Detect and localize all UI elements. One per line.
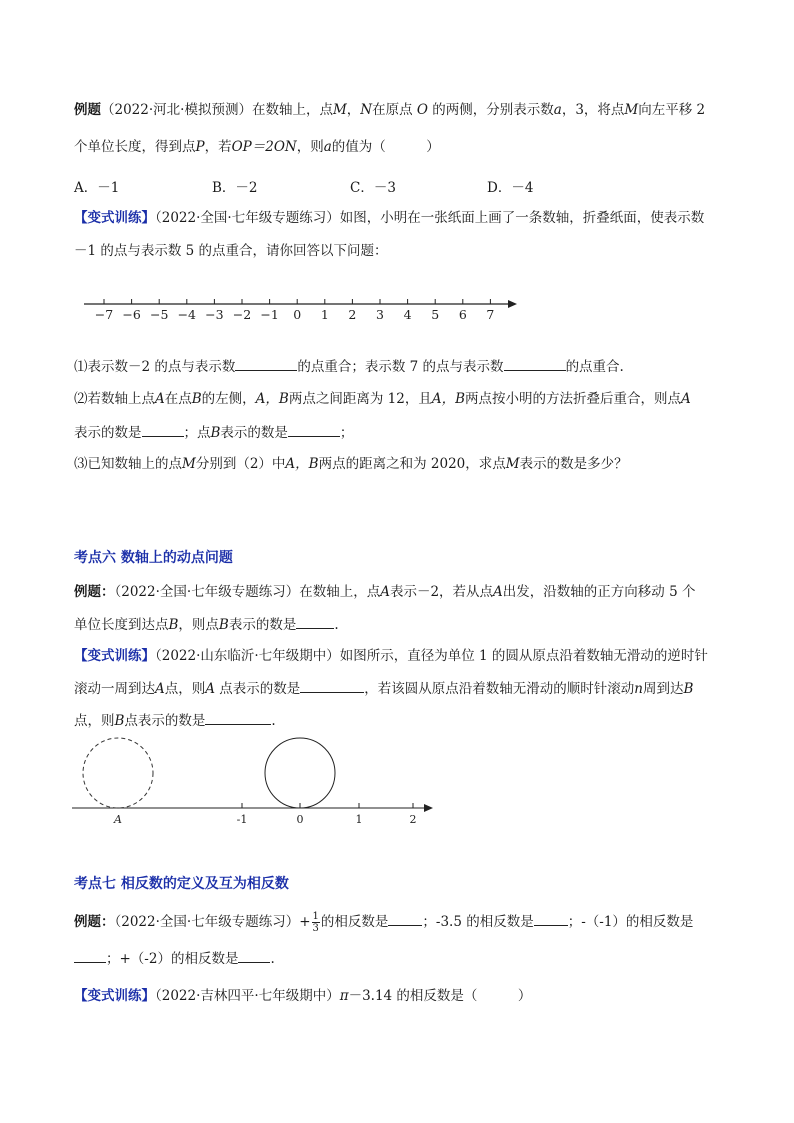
axis-tick-label: -1	[236, 813, 248, 826]
axis-tick-label: −1	[260, 307, 279, 322]
sec6-var-line1: 【变式训练】（2022·山东临沂·七年级期中）如图所示，直径为单位 1 的圆从原点沿着数轴无滑动的逆时针	[74, 648, 708, 664]
point-a-label: A	[114, 813, 122, 826]
axis-tick-label: −7	[94, 307, 114, 322]
sec6-var-label: 【变式训练】	[74, 648, 155, 664]
ex1-option-a: A．－1	[74, 180, 120, 196]
answer-blank	[142, 422, 184, 437]
answer-blank	[205, 710, 271, 725]
axis-tick-label: −6	[122, 307, 141, 322]
ex1-line1: 例题（2022·河北·模拟预测）在数轴上，点M，N在原点 O 的两侧，分别表示数a，3，将点M向左平移 2	[74, 102, 706, 118]
var1-q2-line2: 表示的数是 ；点B表示的数是 ；	[74, 422, 353, 443]
axis-tick-label: −4	[177, 307, 197, 322]
var1-q2-line1: ⑵若数轴上点A在点B的左侧，A，B两点之间距离为 12，且A，B两点按小明的方法折叠后重合，则点A	[74, 391, 691, 407]
answer-blank	[288, 422, 340, 437]
axis-tick-label: 4	[403, 307, 412, 322]
axis-tick-label: 0	[296, 813, 304, 826]
axis-tick-label: 6	[458, 307, 467, 322]
sec6-ex-label: 例题：	[74, 584, 115, 600]
number-line-1	[84, 299, 517, 322]
axis-tick-label: 1	[320, 307, 329, 322]
axis-tick-label: −3	[205, 307, 224, 322]
answer-blank	[296, 614, 334, 629]
sec7-ex-line2: ；+（-2）的相反数是 .	[74, 948, 275, 969]
sec6-var-line3: 点，则B点表示的数是 .	[74, 710, 276, 731]
section-7-title: 考点七 相反数的定义及互为相反数	[74, 876, 289, 892]
axis-tick-label: 5	[431, 307, 440, 322]
answer-blank	[388, 911, 422, 926]
answer-blank	[534, 911, 568, 926]
ex1-label: 例题	[74, 102, 101, 118]
var1-q1: ⑴表示数－2 的点与表示数 的点重合；表示数 7 的点与表示数 的点重合.	[74, 356, 624, 377]
axis-tick-label: 3	[376, 307, 384, 322]
ex1-option-c: C．－3	[350, 180, 396, 196]
answer-blank	[74, 948, 106, 963]
axis-tick-label: 2	[348, 307, 357, 322]
axis-tick-label: −2	[232, 307, 252, 322]
sec7-ex-line1: 例题：（2022·全国·七年级专题练习）+ $\frac{1}{3}$ 的相反数是 ；-3.5 的相反数是 ；-（-1）的相反数是	[74, 911, 694, 934]
axis-tick-label: 1	[355, 813, 363, 826]
sec7-var-line: 【变式训练】（2022·吉林四平·七年级期中）π－3.14 的相反数是（ ）	[74, 988, 532, 1004]
sec7-var-label: 【变式训练】	[74, 988, 155, 1004]
var1-q3: ⑶已知数轴上的点M分别到（2）中A，B两点的距离之和为 2020，求点M表示的数是多少？	[74, 456, 628, 472]
solid-circle	[265, 738, 335, 808]
ex1-option-d: D．－4	[487, 180, 534, 196]
axis-tick-label: 0	[293, 307, 302, 322]
answer-blank	[238, 948, 270, 963]
answer-blank	[504, 356, 566, 371]
axis-arrow	[508, 300, 517, 308]
answer-blank	[235, 356, 297, 371]
sec6-var-line2: 滚动一周到达A点，则A 点表示的数是 ，若该圆从原点沿着数轴无滑动的顺时针滚动n周到达B	[74, 678, 693, 699]
axis-tick-label: 2	[409, 813, 417, 826]
var1-label: 【变式训练】	[74, 210, 155, 226]
axis-tick-label: −5	[149, 307, 169, 322]
sec6-ex-line2: 单位长度到达点B，则点B表示的数是 .	[74, 614, 339, 635]
dashed-circle	[83, 738, 153, 808]
ex1-line2: 个单位长度，得到点P，若OP＝2ON，则a的值为（ ）	[74, 139, 440, 155]
answer-blank	[300, 678, 364, 693]
ex1-option-b: B．－2	[212, 180, 258, 196]
axis-arrow	[424, 804, 433, 812]
axis-tick-label: 7	[486, 307, 495, 322]
sec7-ex-label: 例题：	[74, 914, 115, 930]
var1-line1: 【变式训练】（2022·全国·七年级专题练习）如图，小明在一张纸面上画了一条数轴，折叠纸面，使表示数	[74, 210, 705, 226]
section-6-title: 考点六 数轴上的动点问题	[74, 550, 233, 566]
var1-line2: －1 的点与表示数 5 的点重合，请你回答以下问题：	[74, 243, 388, 259]
fraction-one-third: $\frac{1}{3}$	[312, 911, 319, 934]
sec6-ex-line1: 例题：（2022·全国·七年级专题练习）在数轴上，点A表示－2，若从点A出发，沿数轴的正方向移动 5 个	[74, 584, 696, 600]
